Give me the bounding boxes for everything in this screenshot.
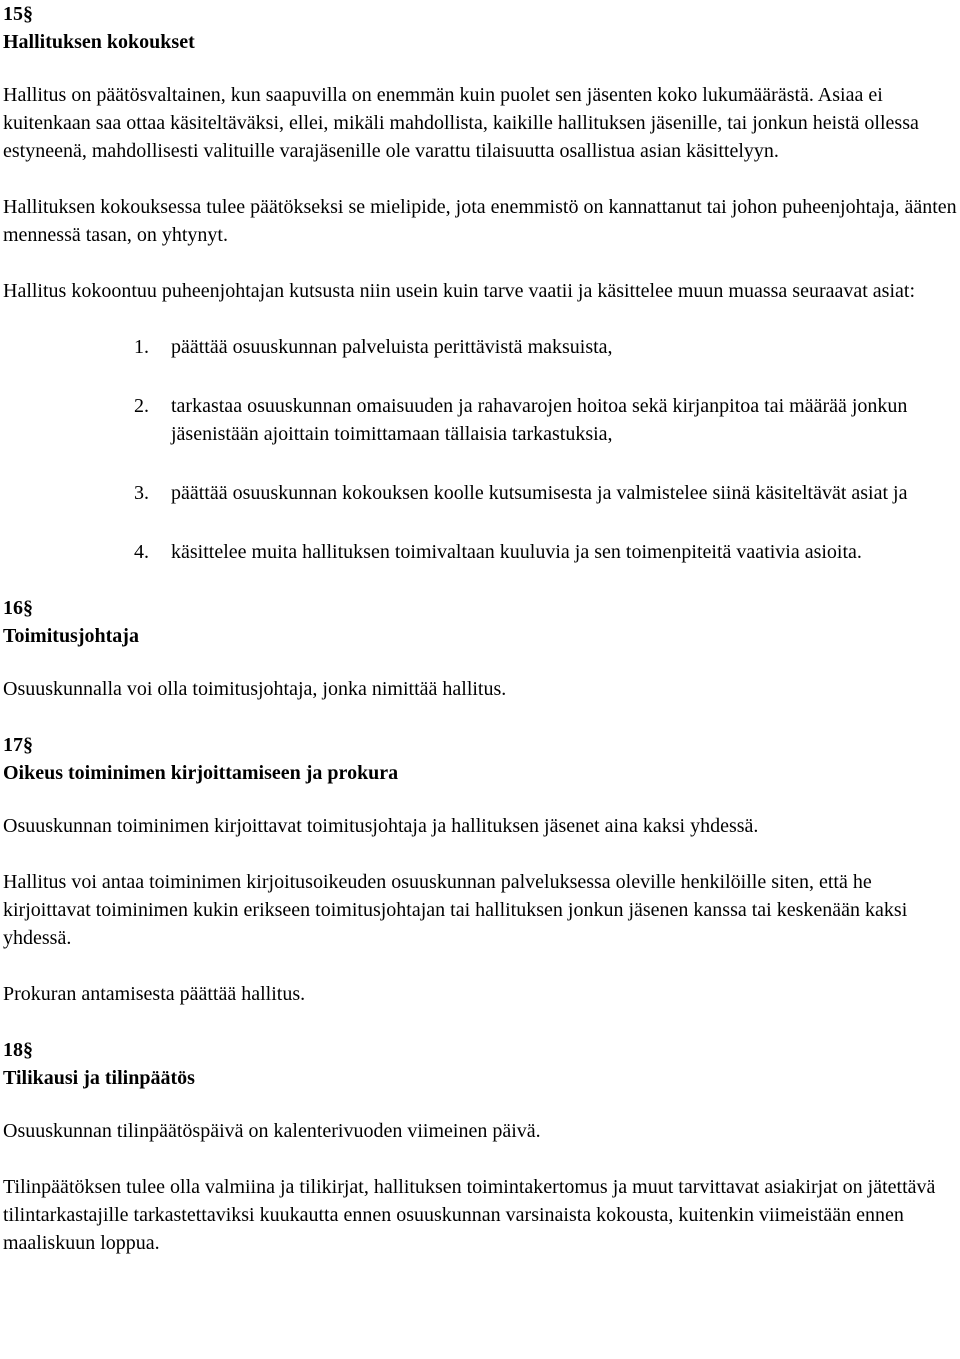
paragraph: Hallitus on päätösvaltainen, kun saapuvilla on enemmän kuin puolet sen jäsenten koko lukumäärästä. Asiaa ei kuitenkaan saa ottaa käsiteltäväksi, ellei, mikäli mahdollista, kaikille hallituksen jäsenille, tai jonkun heistä ollessa estyneenä, mahdollisesti valituille varajäsenille ole varattu tilaisuutta osallistua asian käsittelyyn. xyxy=(3,84,919,162)
paragraph: Hallitus voi antaa toiminimen kirjoitusoikeuden osuuskunnan palveluksessa oleville henkilöille siten, että he kirjoittavat toiminimen kukin erikseen toimitusjohtajan tai hallituksen jonkun jäsenen kanssa tai keskenään kaksi yhdessä. xyxy=(3,871,908,949)
list-item-text: päättää osuuskunnan kokouksen koolle kutsumisesta ja valmistelee siinä käsiteltävät asiat ja xyxy=(171,482,908,504)
list-item-number: 3. xyxy=(134,482,149,504)
list-item xyxy=(3,538,958,566)
list-item-text: käsittelee muita hallituksen toimivaltaan kuuluvia ja sen toimenpiteitä vaativia asioita. xyxy=(171,541,862,563)
section-number: 17§ xyxy=(3,734,33,756)
list-item-number: 1. xyxy=(134,336,149,358)
list-item-number: 2. xyxy=(134,395,149,417)
section-17 xyxy=(3,731,958,1008)
section-title: Hallituksen kokoukset xyxy=(3,31,195,53)
list-item-number: 4. xyxy=(134,541,149,563)
section-title: Tilikausi ja tilinpäätös xyxy=(3,1067,195,1089)
paragraph: Hallitus kokoontuu puheenjohtajan kutsusta niin usein kuin tarve vaatii ja käsittelee muun muassa seuraavat asiat: xyxy=(3,280,916,302)
paragraph: Osuuskunnalla voi olla toimitusjohtaja, jonka nimittää hallitus. xyxy=(3,678,507,700)
paragraph: Prokuran antamisesta päättää hallitus. xyxy=(3,983,306,1005)
paragraph: Tilinpäätöksen tulee olla valmiina ja tilikirjat, hallituksen toimintakertomus ja muut tarvittavat asiakirjat on jätettävä tilintarkastajille tarkastettaviksi kuukautta ennen osuuskunnan varsinaista kokousta, kuitenkin viimeistään ennen maaliskuun loppua. xyxy=(3,1176,936,1254)
list-item-text: tarkastaa osuuskunnan omaisuuden ja rahavarojen hoitoa sekä kirjanpitoa tai määrää jonkun jäsenistään ajoittain toimittamaan tällaisia tarkastuksia, xyxy=(171,395,908,445)
numbered-list xyxy=(3,333,958,566)
section-title: Toimitusjohtaja xyxy=(3,625,139,647)
document-page xyxy=(3,0,958,1257)
paragraph: Hallituksen kokouksessa tulee päätökseksi se mielipide, jota enemmistö on kannattanut tai johon puheenjohtaja, äänten mennessä tasan, on yhtynyt. xyxy=(3,196,957,246)
section-15 xyxy=(3,0,958,566)
section-number: 18§ xyxy=(3,1039,33,1061)
section-18 xyxy=(3,1036,958,1257)
section-number: 15§ xyxy=(3,3,33,25)
list-item xyxy=(3,392,958,448)
paragraph: Osuuskunnan tilinpäätöspäivä on kalenterivuoden viimeinen päivä. xyxy=(3,1120,541,1142)
paragraph: Osuuskunnan toiminimen kirjoittavat toimitusjohtaja ja hallituksen jäsenet aina kaksi yhdessä. xyxy=(3,815,759,837)
list-item-text: päättää osuuskunnan palveluista perittävistä maksuista, xyxy=(171,336,613,358)
section-16 xyxy=(3,594,958,703)
list-item xyxy=(3,333,958,361)
list-item xyxy=(3,479,958,507)
section-title: Oikeus toiminimen kirjoittamiseen ja prokura xyxy=(3,762,399,784)
section-number: 16§ xyxy=(3,597,33,619)
